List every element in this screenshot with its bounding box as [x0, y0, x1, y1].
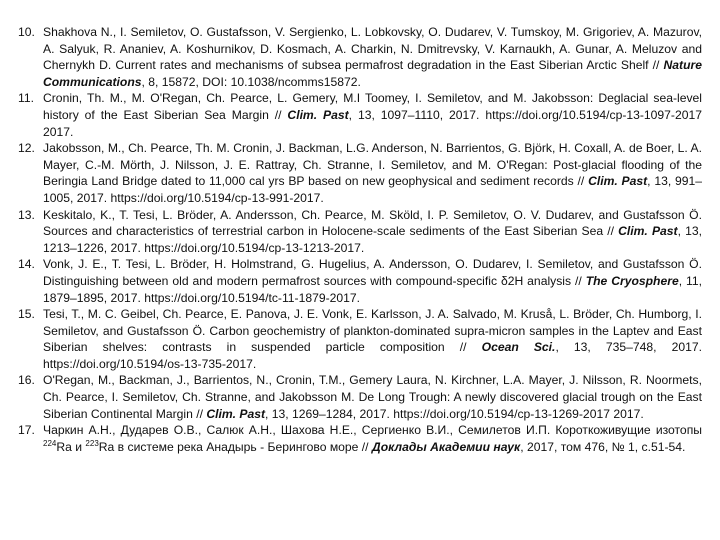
- reference-text: Shakhova N., I. Semiletov, O. Gustafsson, V. Sergienko, L. Lobkovsky, O. Dudarev, V. Tumskoy, M. Grigoriev, A. Mazurov, A. Salyuk, R. Ananiev, A. Koshurnikov, D. Kosmach, A. Charkin, N. Dmitrevsky, V. Karnaukh, A. Gunar, A. Meluzov and Chernykh D. Current rates and mechanisms of subsea permafrost degradation in the East Siberian Arctic Shelf //: [43, 25, 702, 73]
- reference-item: [18, 372, 702, 422]
- journal-title: Ocean Sci.: [481, 340, 556, 355]
- reference-text: Cronin, Th. M., M. O'Regan, Ch. Pearce, L. Gemery, M.I Toomey, I. Semiletov, and M. Jakobsson: Deglacial sea-level history of the East Siberian Sea Margin //: [43, 91, 702, 122]
- isotope-mass-number: 224: [43, 438, 57, 448]
- journal-title: Clim. Past: [287, 107, 349, 122]
- reference-text: , 11, 1879–1895, 2017. https://doi.org/10.5194/tc-11-1879-2017.: [43, 273, 702, 305]
- reference-text: , 13, 1097–1110, 2017. https://doi.org/10.5194/cp-13-1097-2017 2017.: [43, 107, 702, 139]
- reference-text: , 13, 991–1005, 2017. https://doi.org/10.5194/cp-13-991-2017.: [43, 174, 702, 205]
- reference-text: , 8, 15872, DOI: 10.1038/ncomms15872.: [141, 74, 361, 89]
- reference-item: [18, 422, 702, 455]
- journal-title: Clim. Past: [618, 224, 678, 239]
- reference-number: 11.: [18, 91, 34, 106]
- reference-text: Чаркин А.Н., Дударев О.В., Салюк А.Н., Шахова Н.Е., Сергиенко В.И., Семилетов И.П. Короткоживущие изотопы: [43, 423, 702, 438]
- reference-number: 17.: [18, 423, 35, 438]
- reference-text: Keskitalo, K., T. Tesi, L. Bröder, A. Andersson, Ch. Pearce, M. Sköld, I. P. Semiletov, O. V. Dudarev, and Gustafsson Ö. Sources and characteristics of terrestrial carbon in Holocene-scale sediments of the East Siberian Sea //: [43, 207, 702, 239]
- reference-number: 13.: [18, 207, 35, 222]
- reference-text: , 13, 1269–1284, 2017. https://doi.org/10.5194/cp-13-1269-2017 2017.: [265, 406, 644, 421]
- reference-item: [18, 140, 702, 206]
- reference-number: 10.: [18, 25, 35, 39]
- reference-text: O'Regan, M., Backman, J., Barrientos, N., Cronin, T.M., Gemery Laura, N. Kirchner, L.A. Mayer, J. Nilsson, R. Noormets, Ch. Pearce, I. Semiletov, Ch. Stranne, and Jakobsson M. De Long Trough: A newly discovered glacial trough on the East Siberian Continental Margin //: [43, 373, 702, 421]
- reference-text: , 13, 735–748, 2017. https://doi.org/10.5194/os-13-735-2017.: [43, 340, 702, 371]
- journal-title: Nature Communications: [43, 58, 702, 89]
- reference-text: , 2017, том 476, № 1, с.51-54.: [520, 439, 686, 454]
- reference-item: [18, 90, 702, 140]
- reference-text: Ra в системе река Анадырь - Берингово море //: [98, 439, 372, 454]
- reference-text: Ra и: [56, 439, 86, 454]
- reference-item: [18, 207, 702, 257]
- journal-title: Clim. Past: [588, 174, 648, 189]
- reference-number: 14.: [18, 257, 35, 272]
- reference-list: [18, 24, 702, 455]
- journal-title: Доклады Академии наук: [371, 439, 521, 454]
- reference-number: 16.: [18, 373, 35, 388]
- reference-item: [18, 306, 702, 372]
- reference-number: 15.: [18, 307, 35, 322]
- reference-item: [18, 24, 702, 90]
- isotope-mass-number: 223: [85, 438, 99, 448]
- reference-item: [18, 256, 702, 306]
- journal-title: Clim. Past: [206, 406, 266, 421]
- reference-text: , 13, 1213–1226, 2017. https://doi.org/10.5194/cp-13-1213-2017.: [43, 224, 703, 255]
- reference-number: 12.: [18, 141, 35, 156]
- reference-text: Tesi, T., M. C. Geibel, Ch. Pearce, E. Panova, J. E. Vonk, E. Karlsson, J. A. Salvado, M. Kruså, L. Bröder, Ch. Humborg, I. Semiletov, and Gustafsson Ö. Carbon geochemistry of plankton-dominated supra-micron samples in the Laptev and East Siberian shelves: contrasts in suspended particle composition //: [43, 307, 702, 355]
- journal-title: The Cryosphere: [585, 273, 679, 288]
- reference-text: Vonk, J. E., T. Tesi, L. Bröder, H. Holmstrand, G. Hugelius, A. Andersson, O. Dudarev, I. Semiletov, and Gustafsson Ö. Distinguishing between old and modern permafrost sources with compound-specific δ2H analysis //: [43, 257, 702, 288]
- reference-text: Jakobsson, M., Ch. Pearce, Th. M. Cronin, J. Backman, L.G. Anderson, N. Barrientos, G. Björk, H. Coxall, A. de Boer, L. A. Mayer, C.-M. Mörth, J. Nilsson, J. E. Rattray, Ch. Stranne, I. Semiletov, and M. O'Regan: Post-glacial flooding of the Beringia Land Bridge dated to 11,000 cal yrs BP based on new geophysical and sediment records //: [43, 141, 702, 189]
